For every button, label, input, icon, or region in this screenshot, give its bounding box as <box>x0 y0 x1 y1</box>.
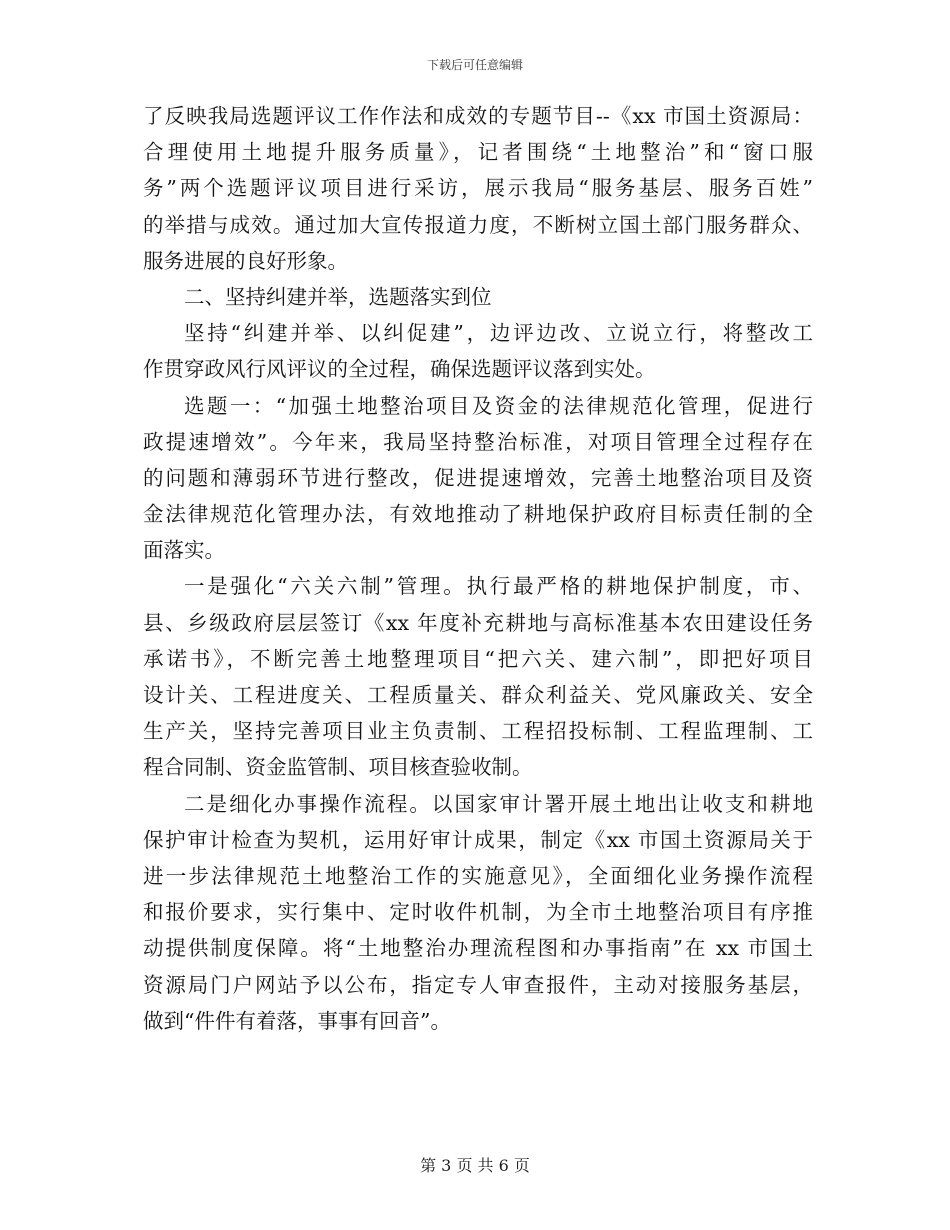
text-line: 二是细化办事操作流程。以国家审计署开展土地出让收支和耕地 <box>184 791 813 816</box>
text-line: 动提供制度保障。将“土地整治办理流程图和办事指南”在 xx 市国土 <box>143 936 813 961</box>
text-line: 程合同制、资金监管制、项目核查验收制。 <box>143 755 533 780</box>
text-line: 政提速增效”。今年来，我局坚持整治标准，对项目管理全过程存在 <box>143 429 813 454</box>
text-line: 作贯穿政风行风评议的全过程，确保选题评议落到实处。 <box>143 357 656 382</box>
text-line: 和报价要求，实行集中、定时收件机制，为全市土地整治项目有序推 <box>143 900 813 925</box>
text-line: 面落实。 <box>143 538 225 563</box>
page-header: 下载后可任意编辑 <box>426 58 523 72</box>
text-line: 一是强化“六关六制”管理。执行最严格的耕地保护制度，市、 <box>184 574 813 599</box>
text-line: 承诺书》，不断完善土地整理项目“把六关、建六制”，即把好项目 <box>143 646 813 671</box>
text-line: 坚持“纠建并举、以纠促建”，边评边改、立说立行，将整改工 <box>184 321 813 346</box>
text-line: 设计关、工程进度关、工程质量关、群众利益关、党风廉政关、安全 <box>143 683 813 707</box>
text-line: 了反映我局选题评议工作作法和成效的专题节目--《xx 市国土资源局： <box>143 104 813 128</box>
text-line: 的举措与成效。通过加大宣传报道力度，不断树立国土部门服务群众、 <box>143 212 813 237</box>
page-footer: 第 3 页 共 6 页 <box>420 1156 530 1175</box>
text-line: 服务进展的良好形象。 <box>143 248 348 273</box>
text-line: 做到“件件有着落，事事有回音”。 <box>143 1008 451 1033</box>
document-body <box>143 98 813 1039</box>
text-line: 的问题和薄弱环节进行整改，促进提速增效，完善土地整治项目及资 <box>143 465 813 490</box>
text-line: 县、乡级政府层层签订《xx 年度补充耕地与高标准基本农田建设任务 <box>143 610 813 635</box>
text-line: 进一步法律规范土地整治工作的实施意见》，全面细化业务操作流程 <box>143 863 813 888</box>
text-line: 生产关，坚持完善项目业主负责制、工程招投标制、工程监理制、工 <box>143 719 813 744</box>
text-line: 金法律规范化管理办法，有效地推动了耕地保护政府目标责任制的全 <box>143 502 813 527</box>
text-line: 保护审计检查为契机，运用好审计成果，制定《xx 市国土资源局关于 <box>143 827 813 852</box>
text-line: 务”两个选题评议项目进行采访，展示我局“服务基层、服务百姓” <box>143 176 813 201</box>
text-line: 合理使用土地提升服务质量》，记者围绕“土地整治”和“窗口服 <box>143 140 813 165</box>
section-heading: 二、坚持纠建并举，选题落实到位 <box>184 284 492 309</box>
text-line: 资源局门户网站予以公布，指定专人审查报件，主动对接服务基层， <box>143 972 813 997</box>
text-line: 选题一：“加强土地整治项目及资金的法律规范化管理，促进行 <box>184 393 813 418</box>
